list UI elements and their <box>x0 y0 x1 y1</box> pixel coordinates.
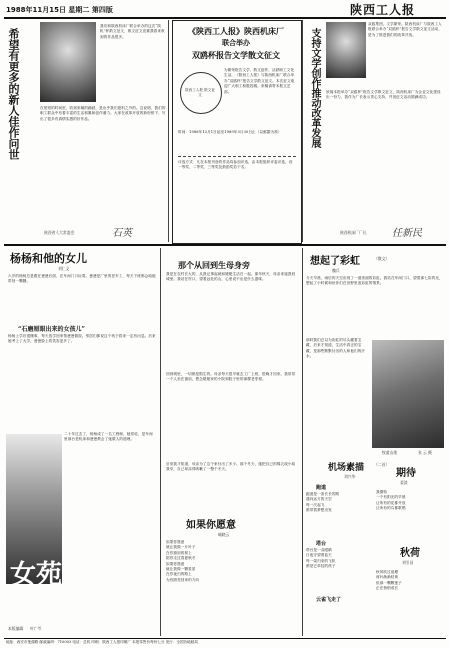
airport-issue: （二首） <box>374 462 390 467</box>
poem-line: 一个有阳光的早晨 <box>376 495 406 500</box>
story-author: 刘仁义 <box>58 266 70 271</box>
campaign-title-1: 《陕西工人报》陕西机床厂 <box>188 26 284 36</box>
campaign-dates: 时间：1988年12月1日起至1989年3月30日止（以邮戳为准） <box>178 130 282 134</box>
column-divider-2 <box>302 20 303 242</box>
poem-line: 都带着梦想出发 <box>306 508 332 513</box>
essay-body-3: 后来我才知道，母亲为了这个家付出了多少。那个冬天，她把自己的棉衣改小给我穿，自己却冻得咳嗽了一整个冬天。 <box>166 462 296 472</box>
airport-sub1: 跑道 <box>316 485 327 491</box>
poem-line: 就让我做一片叶子 <box>166 545 196 550</box>
poem-line: 但那一颗颗莲子 <box>376 580 402 585</box>
top-left-intro: 我们和陕西机床厂联合举办的这次“陕机”杯散文征文，散文征文竞赛我看来收到的作品很多。 <box>100 24 165 39</box>
rainbow-author: 魏兵 <box>332 268 340 273</box>
portrait-photo-right <box>326 22 366 78</box>
feature-card-label: 女苑 <box>10 560 63 590</box>
story-title: 杨杨和他的女儿 <box>10 252 87 265</box>
story-body: 六岁的杨杨总是跟在爸爸后面，在车间门口玩耍。爸爸是厂里的老车工，每天下班都会给她带回一颗糖。 <box>8 274 156 284</box>
rainbow-title: 想起了彩虹 <box>310 256 360 267</box>
expect-author: 姜淡 <box>400 480 408 485</box>
expect-title: 期待 <box>396 468 416 479</box>
poem-line: 让所有的花都开放 <box>376 500 406 505</box>
airport-lines-1 <box>306 492 372 534</box>
poem-author: 喻晓云 <box>218 532 230 537</box>
campaign-title-3: 双鸥杯报告文学散文征文 <box>192 50 280 60</box>
poem-line: 日夜守望着蓝天 <box>306 553 332 558</box>
scenery-photo <box>372 340 444 448</box>
feature-caption-left: 本版编辑 <box>8 626 24 631</box>
essay-body-2: 回到城里，一切都是陌生的。母亲每天很早就去工厂上班，很晚才回来。我常常一个人坐在窗前，想念姥姥家的小院和院子里的那棵老枣树。 <box>166 372 296 382</box>
poem-line: 陪你走过春夏秋冬 <box>166 556 196 561</box>
poem-line: 跑道是一条长长的路 <box>306 492 340 496</box>
scenery-caption: 牧童山歌 <box>382 450 398 455</box>
right-signature: 任新民 <box>392 228 422 239</box>
top-left-vertical-title: 希望有更多的新人佳作问世 <box>7 28 20 160</box>
right-body-2: 欣闻本报举办“双鸥杯”报告文学散文征文，陕西机床厂为企业文化建设出一份力，我作为厂长表示衷心支持，并祝征文活动圆满成功。 <box>326 90 441 100</box>
poem-line: 都是它牵挂的孩子 <box>306 564 336 569</box>
poem-line: 在你窗前的树上 <box>166 550 192 555</box>
essay-title: 那个从回到生母身旁 <box>178 260 250 270</box>
poem-lines <box>166 540 298 636</box>
story-body-2: 杨杨上学后很懂事，每天放学回家帮爸爸做饭。邻居们都说这个孩子将来一定有出息。后来她考上了大学，爸爸脸上的笑容更多了。 <box>8 334 156 344</box>
poem-line: 每一架归来的飞机 <box>306 558 336 563</box>
poem-line: 如果你愿意 <box>166 561 185 566</box>
poem-line: 让所有的鸟都歌唱 <box>376 506 406 511</box>
airport-sub2: 塔台 <box>316 541 327 547</box>
campaign-title-2: 联合举办 <box>222 38 250 47</box>
top-left-byline: 陕西省人大常委会 <box>44 230 75 235</box>
airport-author: 刘兴华 <box>344 474 356 479</box>
portrait-photo-left <box>40 22 96 102</box>
expect-lines <box>376 490 444 536</box>
right-byline: 陕西机床厂厂长 <box>340 230 367 235</box>
airport-title: 机场素描 <box>328 463 365 473</box>
poem-line: 就让我做一颗星星 <box>166 566 196 571</box>
footer-rule <box>4 638 446 639</box>
rainbow-body: 今天早晨，雨后的天空出现了一道美丽的彩虹。我站在车间门口，望着那七彩的光，想起了小时候和伙伴们在田野里追彩虹的情景。 <box>306 276 443 286</box>
campaign-seal-text: 陕西工人报 散文征文 <box>185 88 215 97</box>
poem-line: 为你照亮回家的方向 <box>166 577 200 582</box>
top-left-body: 在短短的时间里，收到来稿的踊跃，是出乎我们意料之外的。这说明，我们的职工群众中有着丰富的生活积累和创作潜力。大家在改革开放的新形势下，写出了很多有真情实感的好作品。 <box>40 106 166 121</box>
poem-line: 我期待 <box>376 490 388 494</box>
poem-line: 秋风吹过池塘 <box>376 570 399 574</box>
campaign-separator <box>178 156 296 157</box>
masthead-rule <box>4 17 446 19</box>
campaign-footer: 评选方式：凡在本报刊登的作品均参加评选，由本报组织评委评选，设一等奖、二等奖、三等奖及鼓励奖若干名。 <box>178 160 293 170</box>
autumn-title: 秋荷 <box>400 548 420 559</box>
scenery-credit: 张 云 摄 <box>418 450 432 455</box>
top-left-signature: 石英 <box>112 228 132 239</box>
poem-line: 如果你愿意 <box>166 540 185 544</box>
column-divider-3 <box>160 248 161 636</box>
campaign-body: 为繁荣报告文学、散文创作，活跃职工文化生活，《陕西工人报》与陕西机床厂联合举办“双鸥杯”报告文学散文征文。本次征文欢迎广大职工积极投稿，来稿请寄本报文艺部。 <box>224 68 295 94</box>
story-body-3: 二十年过去了，杨杨成了一名工程师，她常说，是车间里那台老机床和爸爸教会了她做人的道理。 <box>64 432 153 442</box>
poem-line: 每一次起飞 <box>306 502 325 507</box>
autumn-lines <box>376 570 444 616</box>
column-divider-4 <box>302 248 303 636</box>
autumn-author: 刘引昌 <box>402 560 414 565</box>
essay-body: 我是在农村长大的，从我记事起就和姥姥生活在一起。那年秋天，母亲来接我回城里。我站在村口，望着远处的山，心里说不出是什么滋味。 <box>166 272 296 282</box>
poem-line: 荷叶渐渐枯黄 <box>376 575 399 580</box>
poem-title: 如果你愿意 <box>186 520 236 531</box>
poem-line: 在你夜归的路上 <box>166 572 192 577</box>
poem-line: 正在悄悄成长 <box>376 586 399 591</box>
column-divider <box>168 20 169 242</box>
poem-line: 通向远方的天空 <box>306 497 332 502</box>
right-vertical-title: 支持文学创作推动改革发展 <box>309 28 320 148</box>
section-rule <box>4 244 446 246</box>
feature-caption-right: 叶广芩 <box>30 626 42 631</box>
poem-line: 塔台是一双眼睛 <box>306 548 332 552</box>
right-body: 双鸥集团，文学繁荣。陕西机床厂与陕西工人报联合举办“双鸥杯”报告文学散文征文活动，是为了推进我们的改革开放。 <box>368 22 443 37</box>
airport-sub3: 云雀飞走了 <box>316 597 342 603</box>
story-subhead: “石磨厘眼出来的女孩儿” <box>18 326 85 333</box>
newspaper-brand: 陕西工人报 <box>350 3 416 17</box>
rainbow-body-2: 那时我们总以为彩虹的尽头藏着宝藏，后来才知道，生活中真正的宝藏，是那些默默付出的人和他们的汗水。 <box>306 338 366 359</box>
rainbow-genre: （散文） <box>374 256 390 261</box>
footer-fine-print: 地址：西安市莲湖路 邮政编码：710003 电话：总机 印刷：陕西工人报印刷厂 本报零售价每份七分 发行：全国各地邮局 <box>6 640 198 644</box>
issue-date-line: 1988年11月15日 星期二 第四版 <box>6 6 113 14</box>
airport-lines-2 <box>306 548 372 590</box>
